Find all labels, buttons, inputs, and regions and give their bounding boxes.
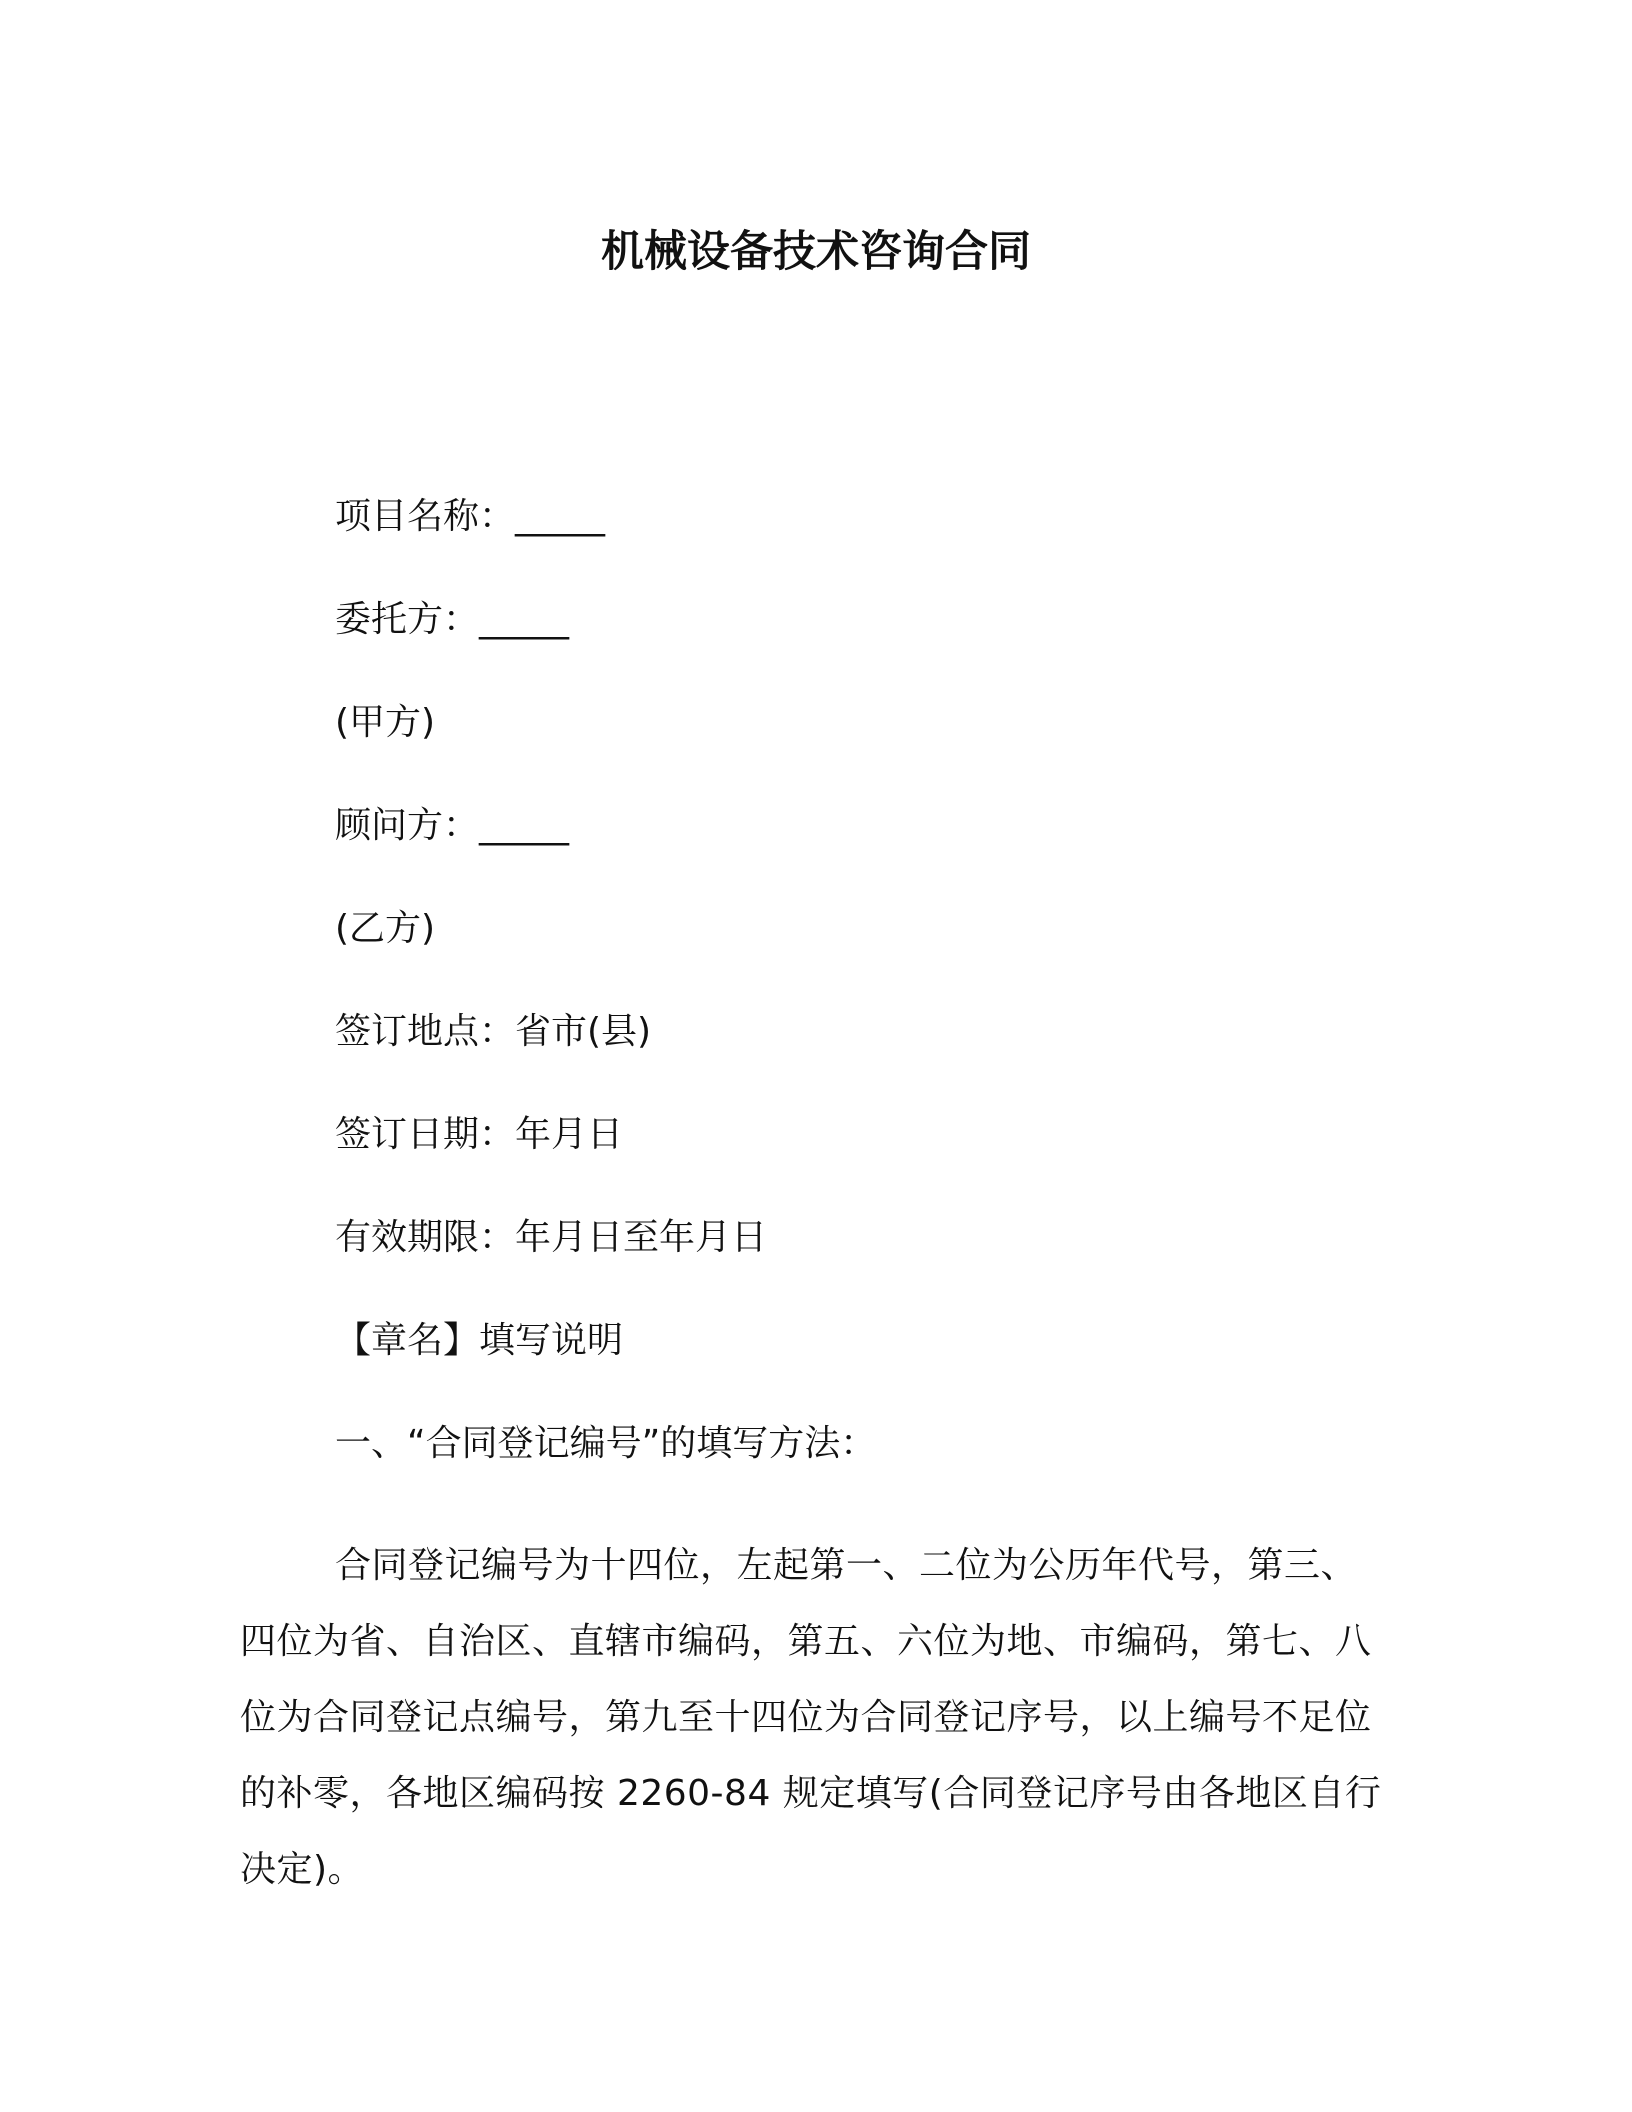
document-title: 机械设备技术咨询合同 (601, 227, 1031, 277)
validity-period-line: 有效期限：年月日至年月日 (335, 1217, 768, 1258)
project-name-line: 项目名称：_____ (335, 496, 606, 537)
party-b-label: (乙方) (335, 908, 436, 949)
signing-place-line: 签订地点：省市(县) (335, 1011, 652, 1052)
client-line: 委托方：_____ (335, 599, 570, 640)
party-a-label: (甲方) (335, 702, 436, 743)
body-paragraph: 合同登记编号为十四位，左起第一、二位为公历年代号，第三、四位为省、自治区、直辖市编码，第五、六位为地、市编码，第七、八位为合同登记点编号，第九至十四位为合同登记序号，以上编号不足位的补零，各地区编码按 2260-84 规定填写(合同登记序号由各地区自行决定)。 (240, 1545, 1382, 1890)
section-heading: 一、“合同登记编号”的填写方法： (335, 1423, 877, 1464)
signing-date-line: 签订日期：年月日 (335, 1114, 624, 1155)
chapter-heading: 【章名】填写说明 (335, 1320, 624, 1361)
consultant-line: 顾问方：_____ (335, 805, 570, 846)
